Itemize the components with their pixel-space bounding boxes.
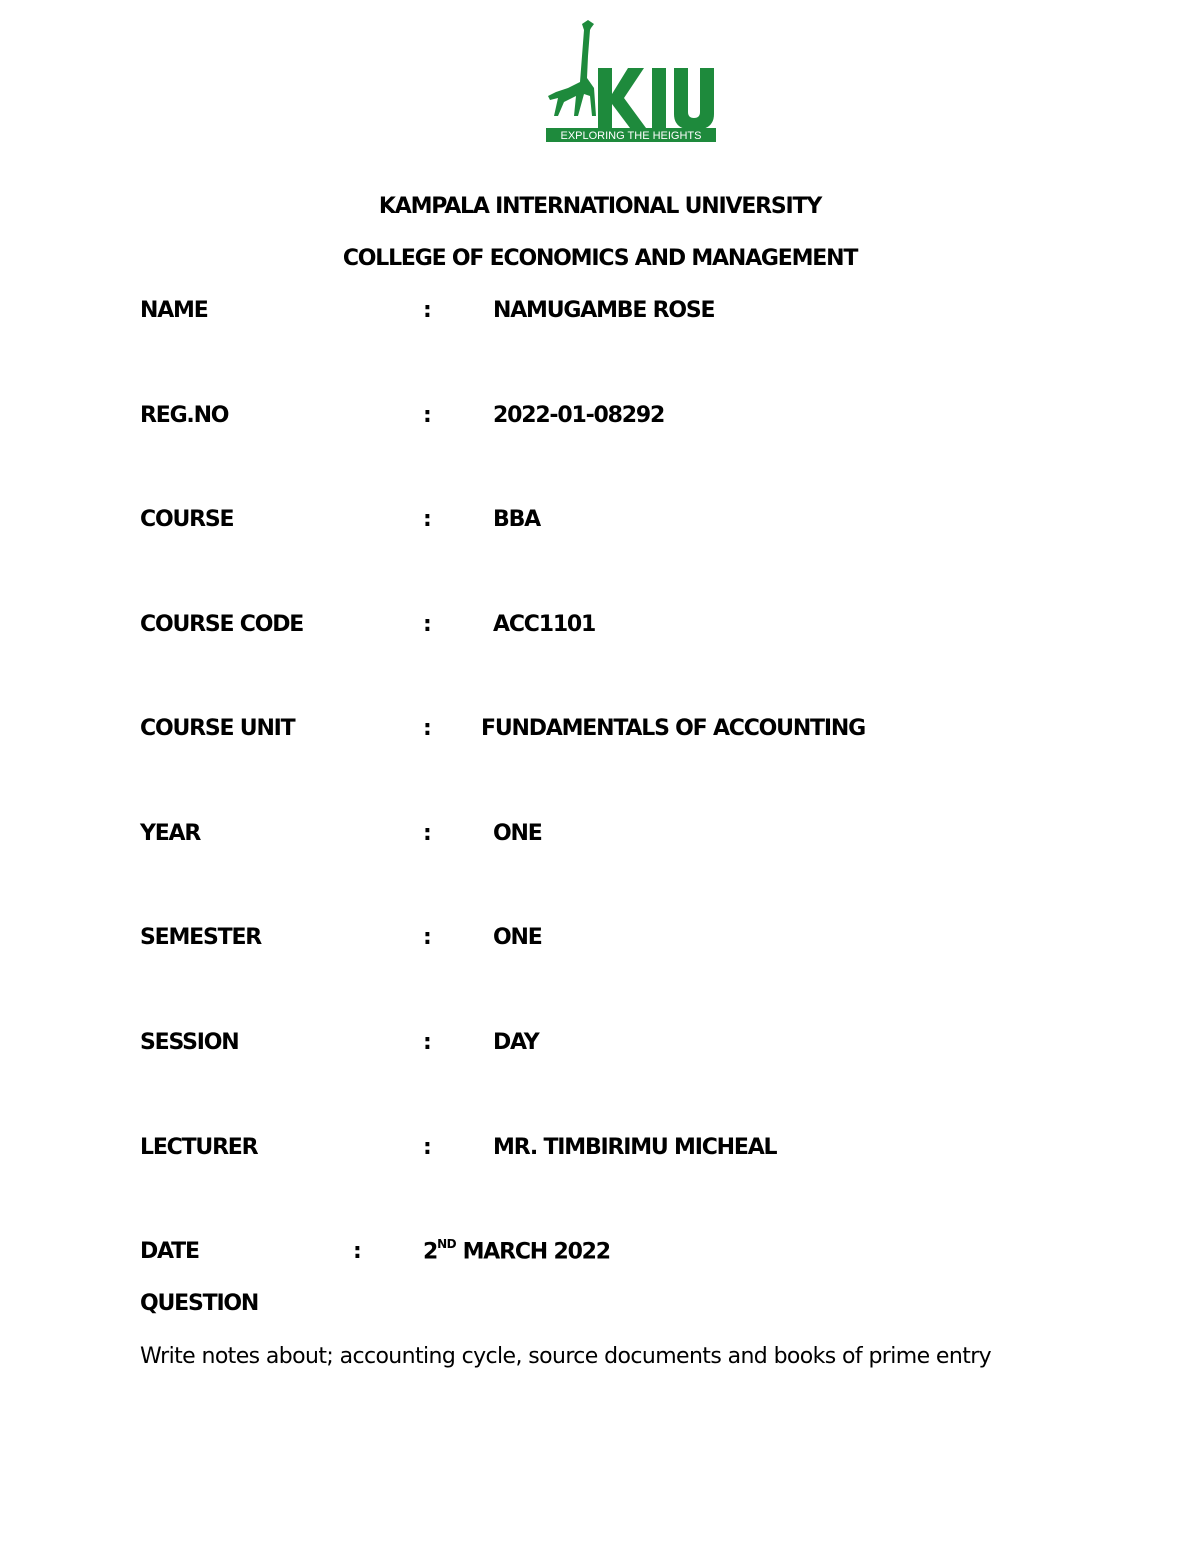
field-separator: :: [423, 1030, 431, 1055]
field-course-unit: [0, 716, 1200, 750]
field-separator: :: [423, 925, 431, 950]
field-semester: [0, 925, 1200, 959]
university-title: KAMPALA INTERNATIONAL UNIVERSITY: [378, 194, 822, 219]
field-label: REG.NO: [140, 403, 229, 428]
field-label: COURSE UNIT: [140, 716, 295, 741]
giraffe-logo-icon: [544, 16, 720, 146]
field-regno: [0, 403, 1200, 437]
field-course: [0, 507, 1200, 541]
field-label: COURSE CODE: [140, 612, 304, 637]
field-value: 2022-01-08292: [493, 403, 665, 428]
field-year: [0, 821, 1200, 855]
field-separator: :: [423, 716, 431, 741]
field-value: ONE: [493, 821, 542, 846]
kiu-logo: [544, 16, 720, 146]
field-value: DAY: [493, 1030, 539, 1055]
field-value: FUNDAMENTALS OF ACCOUNTING: [481, 716, 865, 741]
field-date: [0, 1239, 1200, 1273]
field-value: NAMUGAMBE ROSE: [493, 298, 715, 323]
field-separator: :: [423, 612, 431, 637]
field-value: ONE: [493, 925, 542, 950]
field-lecturer: [0, 1135, 1200, 1169]
field-label: SEMESTER: [140, 925, 262, 950]
date-day: 2: [423, 1239, 438, 1265]
field-separator: :: [353, 1239, 361, 1264]
field-value: BBA: [493, 507, 540, 532]
field-separator: :: [423, 507, 431, 532]
field-value: [423, 1239, 610, 1264]
field-name: [0, 298, 1200, 332]
college-title: COLLEGE OF ECONOMICS AND MANAGEMENT: [342, 246, 858, 271]
field-course-code: [0, 612, 1200, 646]
field-separator: :: [423, 298, 431, 323]
field-value: MR. TIMBIRIMU MICHEAL: [493, 1135, 777, 1160]
field-value: ACC1101: [493, 612, 596, 637]
question-label: QUESTION: [140, 1291, 259, 1316]
field-label: NAME: [140, 298, 208, 323]
field-label: YEAR: [140, 821, 201, 846]
question-text: Write notes about; accounting cycle, source documents and books of prime entry: [140, 1344, 992, 1369]
field-session: [0, 1030, 1200, 1064]
logo-tagline: EXPLORING THE HEIGHTS: [560, 130, 702, 142]
field-separator: :: [423, 1135, 431, 1160]
date-month-year: MARCH 2022: [462, 1239, 610, 1265]
field-separator: :: [423, 403, 431, 428]
field-label: DATE: [140, 1239, 199, 1264]
field-label: COURSE: [140, 507, 234, 532]
date-ordinal-suffix: ND: [437, 1237, 457, 1251]
field-separator: :: [423, 821, 431, 846]
field-label: SESSION: [140, 1030, 239, 1055]
field-label: LECTURER: [140, 1135, 258, 1160]
